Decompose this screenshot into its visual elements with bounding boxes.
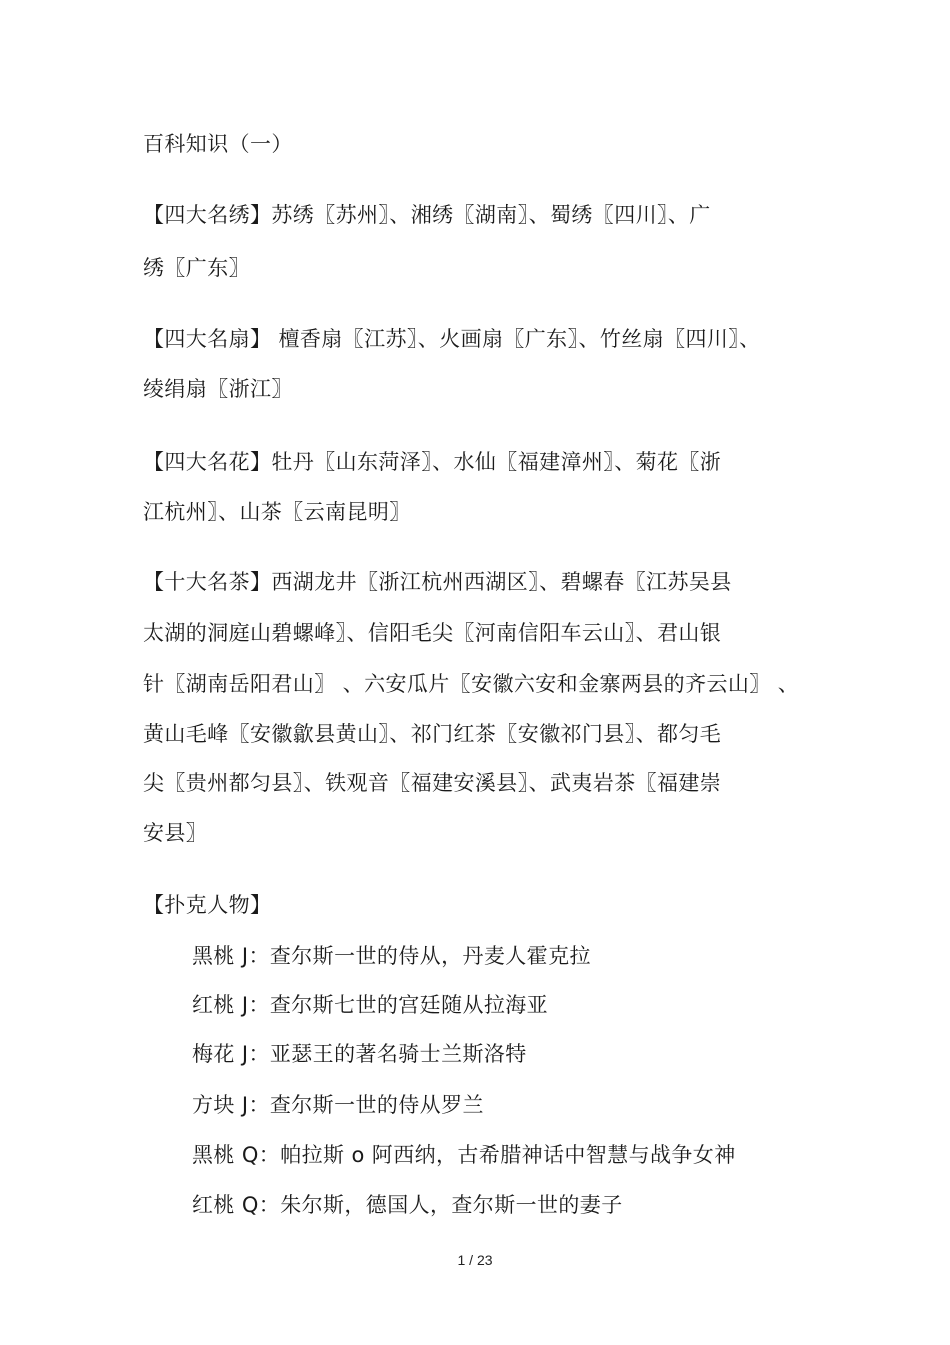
teas-line-3: 针〖湖南岳阳君山〗 、六安瓜片〖安徽六安和金寨两县的齐云山〗 、 [143, 672, 800, 696]
teas-line-5: 尖〖贵州都匀县〗、铁观音〖福建安溪县〗、武夷岩茶〖福建崇 [143, 771, 722, 795]
poker-item-heart-queen: 红桃 Q：朱尔斯，德国人，查尔斯一世的妻子 [192, 1193, 623, 1217]
poker-item-club-jack: 梅花 J：亚瑟王的著名骑士兰斯洛特 [192, 1042, 527, 1066]
fans-line-2: 绫绢扇〖浙江〗 [143, 377, 293, 401]
embroidery-line-2: 绣〖广东〗 [143, 256, 250, 280]
teas-line-1: 【十大名茶】西湖龙井〖浙江杭州西湖区〗、碧螺春〖江苏吴县 [143, 570, 732, 594]
poker-item-heart-jack: 红桃 J：查尔斯七世的宫廷随从拉海亚 [192, 993, 549, 1017]
flowers-line-1: 【四大名花】牡丹〖山东菏泽〗、水仙〖福建漳州〗、菊花〖浙 [143, 450, 722, 474]
poker-item-diamond-jack: 方块 J：查尔斯一世的侍从罗兰 [192, 1093, 484, 1117]
fans-line-1: 【四大名扇】 檀香扇〖江苏〗、火画扇〖广东〗、竹丝扇〖四川〗、 [143, 327, 761, 351]
teas-line-4: 黄山毛峰〖安徽歙县黄山〗、祁门红茶〖安徽祁门县〗、都匀毛 [143, 722, 722, 746]
embroidery-line-1: 【四大名绣】苏绣〖苏州〗、湘绣〖湖南〗、蜀绣〖四川〗、广 [143, 203, 711, 227]
teas-line-2: 太湖的洞庭山碧螺峰〗、信阳毛尖〖河南信阳车云山〗、君山银 [143, 621, 722, 645]
teas-line-6: 安县〗 [143, 821, 208, 845]
page-number: 1 / 23 [457, 1252, 493, 1268]
poker-item-spade-jack: 黑桃 J：查尔斯一世的侍从，丹麦人霍克拉 [192, 944, 591, 968]
poker-item-spade-queen: 黑桃 Q：帕拉斯 o 阿西纳，古希腊神话中智慧与战争女神 [192, 1143, 736, 1167]
flowers-line-2: 江杭州〗、山茶〖云南昆明〗 [143, 500, 411, 524]
poker-heading: 【扑克人物】 [143, 893, 272, 917]
document-title: 百科知识（一） [143, 132, 293, 156]
